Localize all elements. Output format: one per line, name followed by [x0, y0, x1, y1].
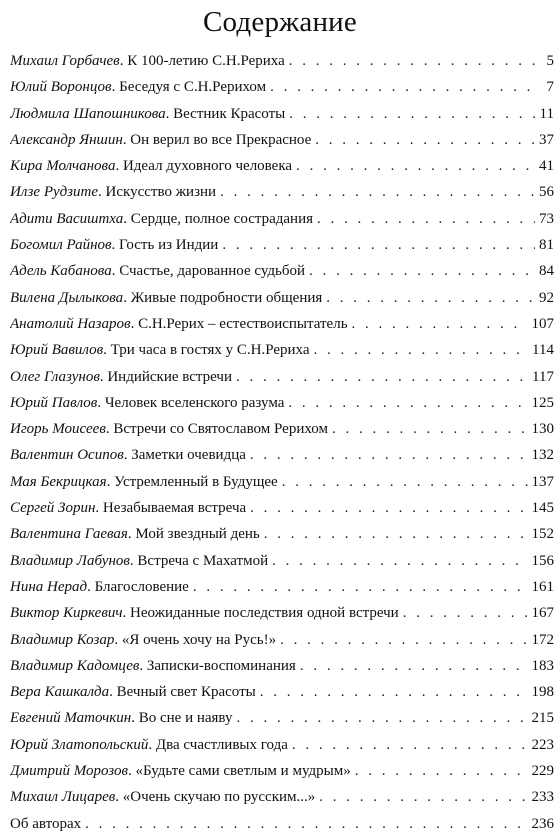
toc-entry-author: Александр Яншин — [10, 131, 123, 148]
toc-entry-separator: . — [131, 710, 139, 727]
toc-entry-separator: . — [111, 237, 120, 254]
toc-entry-author: Юрий Павлов — [10, 394, 98, 411]
toc-entry-separator: . — [123, 447, 132, 464]
toc-entry-title: Незабываемая встреча — [102, 500, 247, 517]
toc-dot-leader — [220, 179, 535, 205]
toc-entry — [10, 74, 554, 100]
toc-entry-text — [10, 758, 351, 784]
toc-dot-leader — [270, 74, 536, 100]
toc-dot-leader — [282, 469, 528, 495]
toc-entry — [10, 627, 554, 653]
toc-entry-title: Два счастливых года — [155, 736, 288, 753]
toc-entry-text — [10, 153, 292, 179]
toc-entry-title: Вечный свет Красоты — [116, 684, 256, 701]
toc-dot-leader — [300, 653, 528, 679]
toc-entry-author: Вилена Дылыкова — [10, 289, 124, 306]
toc-entry — [10, 442, 554, 468]
toc-entry-separator: . — [119, 53, 128, 69]
toc-entry-title: «Очень скучаю по русским...» — [122, 789, 316, 806]
toc-entry — [10, 416, 554, 442]
toc-entry-title: Мой звездный день — [135, 526, 260, 543]
toc-entry-page-number: 156 — [531, 552, 554, 569]
toc-entry-separator: . — [130, 315, 139, 332]
toc-dot-leader — [296, 153, 535, 179]
toc-entry — [10, 153, 554, 179]
toc-entry-page-number: 73 — [539, 210, 554, 227]
toc-entry-author: Юрий Златопольский — [10, 736, 149, 753]
toc-entry-text — [10, 627, 276, 653]
toc-dot-leader — [250, 442, 528, 468]
toc-dot-leader — [292, 732, 528, 758]
toc-entry-page-number: 229 — [531, 763, 554, 780]
toc-entry-text — [10, 258, 305, 284]
toc-entry-title: Индийские встречи — [107, 368, 233, 385]
toc-entry-page-number: 56 — [539, 184, 554, 201]
toc-entry-separator: . — [114, 631, 122, 648]
toc-entry-text — [10, 127, 311, 153]
toc-entry-text — [10, 521, 260, 547]
toc-entry-title: Неожиданные последствия одной встречи — [130, 605, 399, 622]
toc-entry-separator: . — [115, 789, 123, 806]
toc-entry — [10, 574, 554, 600]
toc-entry-title: Устремленный в Будущее — [114, 473, 278, 490]
toc-entry-title: Вестник Красоты — [173, 105, 286, 122]
toc-entry-title: Записки-воспоминания — [146, 657, 296, 674]
toc-entry-author: Михаил Лицарев — [10, 789, 116, 806]
toc-entry-text — [10, 469, 278, 495]
toc-entry-title: К 100-летию С.Н.Рериха — [127, 53, 285, 69]
toc-entry-author: Адити Васиштха — [10, 210, 124, 227]
toc-entry-separator: . — [123, 210, 131, 227]
toc-entry-author: Илзе Рудзите — [10, 184, 99, 201]
toc-entry-text — [10, 74, 266, 100]
toc-entry-separator: . — [98, 184, 106, 201]
toc-entry — [10, 206, 554, 232]
toc-entry-text — [10, 653, 296, 679]
toc-entry-author: Михаил Горбачев — [10, 53, 120, 69]
toc-entry — [10, 179, 554, 205]
toc-entry-text — [10, 732, 288, 758]
toc-dot-leader — [315, 127, 535, 153]
toc-entry-author: Адель Кабанова — [10, 263, 112, 280]
toc-entry-title: Три часа в гостях у С.Н.Рериха — [110, 342, 310, 359]
toc-entry-text — [10, 232, 218, 258]
toc-entry-page-number: 84 — [539, 263, 554, 280]
toc-entry-title: Благословение — [94, 578, 189, 595]
toc-dot-leader — [355, 758, 528, 784]
toc-entry-page-number: 167 — [531, 605, 554, 622]
toc-entry-text — [10, 48, 285, 74]
toc-entry-separator: . — [111, 79, 120, 96]
toc-entry-separator: . — [123, 289, 131, 306]
toc-entry-page-number: 223 — [531, 736, 554, 753]
toc-entry-separator: . — [105, 421, 114, 438]
toc-entry-page-number: 125 — [531, 394, 554, 411]
toc-entry-title: Идеал духовного человека — [122, 158, 293, 175]
toc-entry-page-number: 114 — [532, 342, 554, 359]
toc-entry-text — [10, 442, 246, 468]
toc-entry-page-number: 233 — [531, 789, 554, 806]
toc-entry-title: Во сне и наяву — [138, 710, 233, 727]
toc-entry — [10, 337, 554, 363]
toc-entry-text — [10, 101, 285, 127]
toc-entry-author: Юрий Вавилов — [10, 342, 104, 359]
toc-dot-leader — [222, 232, 535, 258]
toc-dot-leader — [309, 258, 535, 284]
toc-entry-page-number: 11 — [539, 105, 554, 122]
toc-entry-separator: . — [111, 263, 120, 280]
toc-entry-separator: . — [87, 578, 95, 595]
toc-entry-separator: . — [165, 105, 174, 122]
toc-entry-author: Евгений Маточкин — [10, 710, 132, 727]
toc-entry — [10, 364, 554, 390]
toc-entry — [10, 705, 554, 731]
toc-entry-page-number: 145 — [531, 500, 554, 517]
toc-entry-text — [10, 206, 313, 232]
toc-entry-separator: . — [127, 526, 136, 543]
toc-entry-separator: . — [95, 500, 103, 517]
toc-entry — [10, 390, 554, 416]
toc-entry-title: Человек вселенского разума — [104, 394, 285, 411]
toc-entry-text — [10, 179, 216, 205]
toc-dot-leader — [236, 364, 528, 390]
toc-entry-text — [10, 311, 348, 337]
toc-entry — [10, 101, 554, 127]
toc-entry-text — [10, 337, 310, 363]
toc-entry-author: Владимир Лабунов — [10, 552, 130, 569]
toc-entry — [10, 732, 554, 758]
toc-entry-text — [10, 574, 189, 600]
toc-entry-page-number: 172 — [531, 631, 554, 648]
toc-entry — [10, 521, 554, 547]
toc-entry-title: Живые подробности общения — [130, 289, 323, 306]
toc-dot-leader — [332, 416, 528, 442]
toc-entry-separator: . — [139, 657, 147, 674]
toc-entry-page-number: 132 — [531, 447, 554, 464]
toc-dot-leader — [319, 784, 527, 810]
toc-entry — [10, 679, 554, 705]
toc-entry-page-number: 152 — [531, 526, 554, 543]
toc-dot-leader — [352, 311, 528, 337]
toc-dot-leader — [250, 495, 527, 521]
toc-entry-title: Об авторах — [10, 815, 82, 832]
toc-entry-page-number: 37 — [539, 131, 554, 148]
toc-dot-leader — [289, 48, 536, 74]
toc-dot-leader — [193, 574, 528, 600]
toc-dot-leader — [280, 627, 527, 653]
toc-entry-separator: . — [129, 552, 138, 569]
toc-entry-page-number: 198 — [531, 684, 554, 701]
toc-dot-leader — [314, 337, 529, 363]
toc-dot-leader — [237, 705, 528, 731]
toc-entry — [10, 758, 554, 784]
toc-entry-page-number: 92 — [539, 289, 554, 306]
toc-entry-title: Заметки очевидца — [131, 447, 246, 464]
toc-entry-text — [10, 495, 246, 521]
toc-entry-separator: . — [122, 131, 131, 148]
toc-entry — [10, 653, 554, 679]
toc-entry-text — [10, 600, 399, 626]
toc-entry — [10, 127, 554, 153]
toc-entry-title: Сердце, полное сострадания — [130, 210, 314, 227]
toc-entry-title: Встречи со Святославом Рерихом — [113, 421, 328, 438]
toc-entry — [10, 784, 554, 810]
toc-entry-title: Беседуя с С.Н.Рерихом — [119, 79, 267, 96]
toc-entry-author: Сергей Зорин — [10, 500, 96, 517]
toc-entry-author: Кира Молчанова — [10, 158, 116, 175]
toc-dot-leader — [326, 285, 535, 311]
toc-entry-title: Гость из Индии — [119, 237, 219, 254]
toc-entry-author: Юлий Воронцов — [10, 79, 112, 96]
toc-entry-author: Нина Нерад — [10, 578, 88, 595]
toc-entry-author: Дмитрий Морозов — [10, 763, 128, 780]
toc-entry-title: Счастье, дарованное судьбой — [119, 263, 306, 280]
toc-entry-page-number: 130 — [531, 421, 554, 438]
toc-entry-page-number: 107 — [531, 315, 554, 332]
toc-entry-title: С.Н.Рерих – естествоиспытатель — [138, 315, 348, 332]
toc-entry-separator: . — [97, 394, 105, 411]
toc-entry-title: «Будьте сами светлым и мудрым» — [135, 763, 351, 780]
toc-entry-title: Искусство жизни — [105, 184, 217, 201]
toc-entry-text — [10, 390, 284, 416]
toc-entry-page-number: 81 — [539, 237, 554, 254]
toc-entry — [10, 285, 554, 311]
toc-entry-title: Встреча с Махатмой — [137, 552, 269, 569]
toc-entry-author: Вера Кашкалда — [10, 684, 110, 701]
toc-entry-text — [10, 548, 268, 574]
toc-entry-author: Анатолий Назаров — [10, 315, 131, 332]
toc-dot-leader — [260, 679, 528, 705]
toc-entry-page-number: 161 — [531, 578, 554, 595]
toc-dot-leader — [289, 101, 535, 127]
toc-entry — [10, 495, 554, 521]
toc-dot-leader — [403, 600, 528, 626]
toc-entry — [10, 311, 554, 337]
toc-dot-leader — [264, 521, 528, 547]
toc-entry-text — [10, 679, 256, 705]
toc-entry-text — [10, 416, 328, 442]
toc-entry — [10, 48, 554, 74]
toc-entry-title: Он верил во все Прекрасное — [130, 131, 312, 148]
toc-entry-separator: . — [148, 736, 156, 753]
toc-entry-text — [10, 784, 315, 810]
toc-entry — [10, 258, 554, 284]
toc-entry-author: Олег Глазунов — [10, 368, 100, 385]
toc-entry-separator: . — [103, 342, 111, 359]
toc-entry-separator: . — [99, 368, 108, 385]
toc-entry-text — [10, 705, 233, 731]
page-title: Содержание — [203, 6, 357, 38]
toc-entry-author: Владимир Козар — [10, 631, 115, 648]
toc-entry — [10, 469, 554, 495]
toc-entry-author: Мая Бекрицкая — [10, 473, 107, 490]
toc-entry-author: Валентина Гаевая — [10, 526, 128, 543]
toc-entry-separator: . — [127, 763, 136, 780]
toc-dot-leader — [272, 548, 527, 574]
toc-entry — [10, 600, 554, 626]
toc-entry-author: Виктор Киркевич — [10, 605, 123, 622]
toc-entry-text — [10, 285, 322, 311]
toc-entry-separator: . — [109, 684, 117, 701]
toc-entry-author: Валентин Осипов — [10, 447, 124, 464]
toc-entry-author: Богомил Райнов — [10, 237, 112, 254]
toc-entry-page-number: 5 — [546, 53, 554, 69]
toc-entry — [10, 548, 554, 574]
toc-dot-leader — [317, 206, 535, 232]
toc-entry-text — [10, 364, 232, 390]
toc-entry-page-number: 215 — [531, 710, 554, 727]
toc-entry-page-number: 183 — [531, 657, 554, 674]
toc-entry-page-number: 236 — [531, 815, 554, 832]
table-of-contents — [10, 48, 554, 837]
toc-entry-separator: . — [115, 158, 123, 175]
toc-entry-author: Владимир Кадомцев — [10, 657, 140, 674]
toc-entry — [10, 232, 554, 258]
toc-entry-page-number: 41 — [539, 158, 554, 175]
toc-entry-page-number: 137 — [531, 473, 554, 490]
toc-entry-separator: . — [106, 473, 115, 490]
toc-entry-author: Игорь Моисеев — [10, 421, 106, 438]
toc-dot-leader — [288, 390, 527, 416]
toc-entry-page-number: 7 — [546, 79, 554, 96]
toc-entry-title: «Я очень хочу на Русь!» — [121, 631, 277, 648]
toc-entry-author: Людмила Шапошникова — [10, 105, 166, 122]
toc-entry-separator: . — [122, 605, 130, 622]
toc-entry-page-number: 117 — [532, 368, 554, 385]
